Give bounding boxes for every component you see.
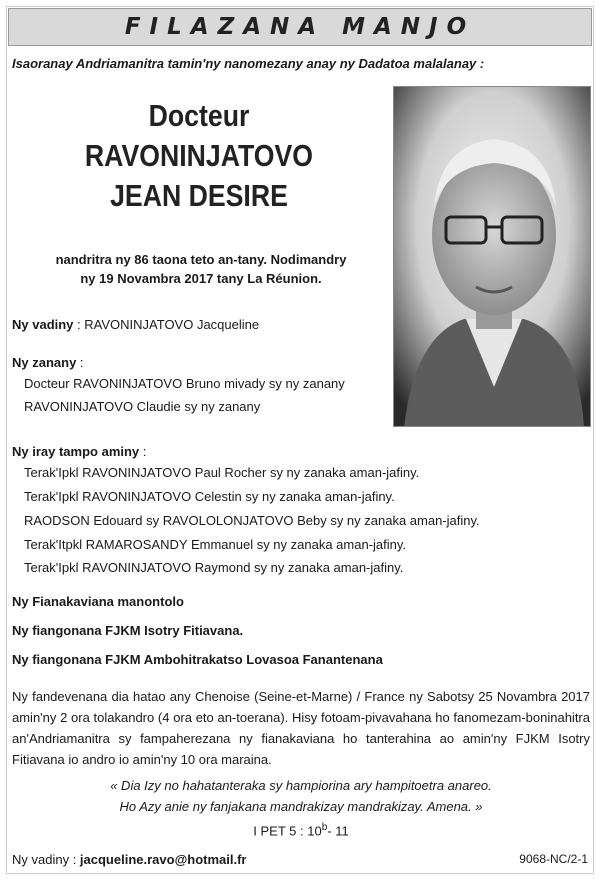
deceased-given-names: JEAN DESIRE xyxy=(110,178,288,213)
reference-book: I PET 5 : 10 xyxy=(253,823,322,839)
children-sep: : xyxy=(76,355,84,370)
bible-reference xyxy=(12,822,590,838)
family-line: Ny fiangonana FJKM Isotry Fitiavana. xyxy=(12,623,244,638)
deceased-title: Docteur xyxy=(148,98,250,133)
siblings-heading xyxy=(12,441,146,462)
spouse-label: Ny vadiny xyxy=(12,317,74,332)
sibling-item: Terak'Ipkl RAVONINJATOVO Raymond sy ny zanaka aman-jafiny. xyxy=(24,560,404,575)
spouse-line xyxy=(12,314,259,335)
death-info xyxy=(36,250,366,288)
child-item: RAVONINJATOVO Claudie sy ny zanany xyxy=(24,399,261,414)
contact-line xyxy=(12,852,246,867)
family-line: Ny fiangonana FJKM Ambohitrakatso Lovasoa Fanantenana xyxy=(12,652,383,667)
child-item: Docteur RAVONINJATOVO Bruno mivady sy ny zanany xyxy=(24,376,345,391)
siblings-label: Ny iray tampo aminy xyxy=(12,444,140,459)
sibling-item: Terak'Ipkl RAVONINJATOVO Paul Rocher sy ny zanaka aman-jafiny. xyxy=(24,465,420,480)
sibling-item: Terak'Itpkl RAMAROSANDY Emmanuel sy ny zanaka aman-jafiny. xyxy=(24,537,407,552)
bible-quote xyxy=(12,775,590,817)
spouse-sep: : xyxy=(73,317,85,332)
children-label: Ny zanany xyxy=(12,355,77,370)
deceased-name-block xyxy=(62,96,335,216)
intro-text: Isaoranay Andriamanitra tamin'ny nanomezany anay ny Dadatoa malalanay : xyxy=(12,56,485,71)
contact-email-link[interactable]: jacqueline.ravo@hotmail.fr xyxy=(79,852,247,867)
family-line: Ny Fianakaviana manontolo xyxy=(12,594,184,609)
reference-code: 9068-NC/2-1 xyxy=(519,852,588,866)
children-heading xyxy=(12,352,84,373)
spouse-name: RAVONINJATOVO Jacqueline xyxy=(84,317,260,332)
quote-line: « Dia Izy no hahatanteraka sy hampiorina ary hampitoetra anareo. xyxy=(110,778,492,793)
sibling-item: Terak'Ipkl RAVONINJATOVO Celestin sy ny zanaka aman-jafiny. xyxy=(24,489,395,504)
quote-line: Ho Azy anie ny fanjakana mandrakizay mandrakizay. Amena. » xyxy=(119,799,483,814)
reference-rest: - 11 xyxy=(327,823,349,839)
header-band xyxy=(8,8,592,46)
portrait-photo xyxy=(393,86,591,427)
death-info-line: ny 19 Novambra 2017 tany La Réunion. xyxy=(80,271,322,286)
siblings-sep: : xyxy=(139,444,147,459)
funeral-details: Ny fandevenana dia hatao any Chenoise (Seine-et-Marne) / France ny Sabotsy 25 Novambra 2017 amin'ny 2 ora tolakandro (4 ora eto an-toerana). Hisy fotoam-pivavahana ho fanomezam-boninahitra an'Andriamanitra sy fampaherezana ny fianakaviana ho tanterahina ao amin'ny FJKM Isotry Fitiavana io andro io amin'ny 10 ora maraina. xyxy=(12,689,590,767)
contact-label: Ny vadiny : xyxy=(12,852,80,867)
sibling-item: RAODSON Edouard sy RAVOLOLONJATOVO Beby sy ny zanaka aman-jafiny. xyxy=(24,513,480,528)
reference-sup: b xyxy=(321,822,328,833)
death-info-line: nandritra ny 86 taona teto an-tany. Nodimandry xyxy=(55,252,347,267)
page-title: FILAZANA MANJO xyxy=(124,14,476,40)
deceased-surname: RAVONINJATOVO xyxy=(84,138,314,173)
